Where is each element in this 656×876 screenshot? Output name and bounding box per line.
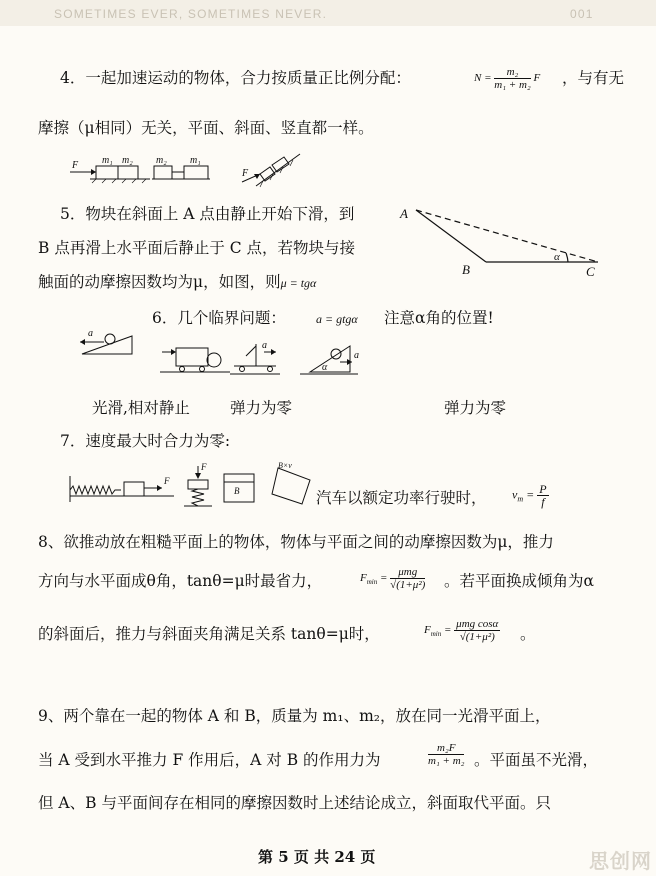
p9-line1: 9、两个靠在一起的物体 A 和 B，质量为 m₁、m₂，放在同一光滑平面上，	[38, 707, 551, 725]
p7-car-text: 汽车以额定功率行驶时，	[316, 489, 487, 507]
p8-formula2: $F_{min}$ = μmg cosα √(1+μ²)	[424, 618, 499, 643]
p8-line1: 8、欲推动放在粗糙平面上的物体，物体与平面之间的动摩擦因数为μ，推力	[38, 533, 554, 551]
p7-formula: $v_m$ = $\frac{P}{f}$	[512, 482, 547, 509]
fig4-label-f3: F	[242, 168, 249, 179]
p4-figures	[60, 146, 320, 190]
fig7-label-bv: B×v	[278, 461, 292, 470]
page-footer: 第 5 页 共 24 页	[258, 848, 376, 866]
p6-figures	[70, 322, 370, 378]
p8-line2-end: 。若平面换成倾角为α	[444, 572, 594, 590]
p6-caption-3: 弹力为零	[444, 399, 507, 417]
fig5-label-alpha: α	[554, 251, 560, 263]
p8-line2: 方向与水平面成θ角，tanθ=μ时最省力，	[38, 572, 323, 590]
header-page-code: 001	[570, 7, 594, 21]
p5-line3: 触面的动摩擦因数均为μ，如图，则μ = tgα	[38, 273, 317, 291]
fig6-label-alpha: α	[322, 362, 328, 373]
p6-note: 注意α角的位置!	[384, 309, 494, 327]
p4-line2: 摩擦（μ相同）无关，平面、斜面、竖直都一样。	[38, 119, 374, 137]
fig4-label-m1b: m₁	[190, 155, 201, 166]
p6-formula: a = gtgα	[316, 312, 358, 326]
fig5-label-a: A	[400, 206, 408, 221]
p9-line2-end: 。平面虽不光滑，	[474, 751, 599, 769]
fig7-label-b: B	[234, 486, 240, 496]
p9-formula: $\frac{\text{m₂F}}{\text{m₁ + m₂}}$	[428, 742, 465, 767]
fig4-label-m2: m₂	[122, 155, 133, 166]
fig7-label-f2: F	[201, 462, 207, 472]
header-slogan: SOMETIMES EVER, SOMETIMES NEVER.	[54, 7, 328, 21]
p8-line3-end: 。	[520, 625, 536, 643]
p5-line1: 5．物块在斜面上 A 点由静止开始下滑，到	[60, 205, 355, 223]
p4-line1: 4．一起加速运动的物体，合力按质量正比例分配：	[60, 69, 411, 87]
watermark: 思创网	[589, 851, 652, 873]
fig4-label-m1: m₁	[102, 155, 113, 166]
fig4-label-m2b: m₂	[156, 155, 167, 166]
fig7-label-f1: F	[164, 476, 170, 486]
p7-figures	[64, 458, 314, 510]
p9-line2: 当 A 受到水平推力 F 作用后，A 对 B 的作用力为	[38, 751, 381, 769]
p5-incline-figure	[394, 190, 614, 280]
p9-line3: 但 A、B 与平面间存在相同的摩擦因数时上述结论成立，斜面取代平面。只	[38, 794, 551, 812]
p5-line2: B 点再滑上水平面后静止于 C 点，若物块与接	[38, 239, 356, 257]
p7-title: 7．速度最大时合力为零:	[60, 432, 231, 450]
fig6-label-a3: a	[354, 350, 359, 361]
p4-line1-end: ，与有无	[562, 69, 625, 87]
p6-caption-1: 光滑,相对静止	[92, 399, 190, 417]
fig6-label-a2: a	[262, 340, 267, 351]
fig6-label-a1: a	[88, 328, 93, 339]
p6-caption-2: 弹力为零	[230, 399, 293, 417]
p8-line3: 的斜面后，推力与斜面夹角满足关系 tanθ=μ时，	[38, 625, 380, 643]
p8-formula1: $F_{min}$ = μmg √(1+μ²)	[360, 566, 426, 591]
p6-title: 6．几个临界问题：	[152, 309, 286, 327]
fig5-label-b: B	[462, 262, 470, 277]
fig4-label-f1: F	[72, 160, 79, 171]
p4-formula: N = $\frac{\text{m₂}}{\text{m₁ + m₂}}$ F	[474, 66, 541, 91]
fig5-label-c: C	[586, 264, 595, 279]
